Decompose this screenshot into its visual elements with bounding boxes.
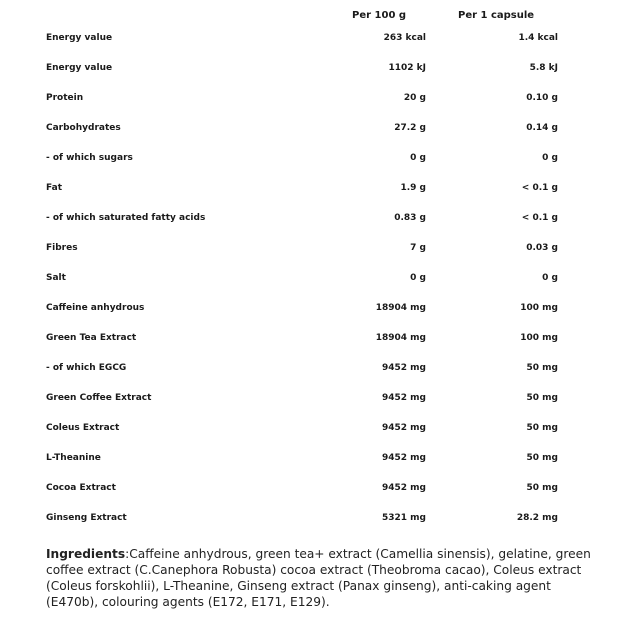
row-value-per-100g: 0 g: [410, 273, 426, 283]
row-value-per-capsule: 0 g: [542, 153, 558, 163]
row-value-per-capsule: 50 mg: [526, 363, 558, 373]
ingredients-section: [46, 546, 606, 610]
row-label: - of which EGCG: [46, 363, 127, 373]
row-value-per-100g: 1.9 g: [400, 183, 426, 193]
row-value-per-100g: 9452 mg: [381, 363, 426, 373]
row-label: Coleus Extract: [46, 423, 120, 433]
row-value-per-100g: 18904 mg: [375, 303, 426, 313]
row-value-per-100g: 0 g: [410, 153, 426, 163]
table-row: [0, 482, 627, 512]
row-label: Protein: [46, 93, 84, 103]
row-value-per-capsule: 50 mg: [526, 393, 558, 403]
header-per-100g: Per 100 g: [352, 10, 407, 21]
ingredients-text: :Caffeine anhydrous, green tea+ extract (Camellia sinensis), gelatine, green coffee extract (C.Canephora Robusta) cocoa extract (Theobroma cacao), Coleus extract (Coleus forskohlii), L-Theanine, Ginseng extract (Panax ginseng), anti-caking agent (E470b), colouring agents (E172, E171, E129).: [46, 547, 591, 609]
row-value-per-capsule: 50 mg: [526, 483, 558, 493]
table-row: [0, 62, 627, 92]
row-value-per-capsule: 5.8 kJ: [529, 63, 558, 73]
table-row: [0, 152, 627, 182]
row-label: Caffeine anhydrous: [46, 303, 145, 313]
table-row: [0, 392, 627, 422]
row-label: - of which saturated fatty acids: [46, 213, 206, 223]
row-label: Fibres: [46, 243, 78, 253]
row-value-per-100g: 27.2 g: [394, 123, 426, 133]
table-row: [0, 512, 627, 542]
row-value-per-capsule: 0.10 g: [526, 93, 558, 103]
row-value-per-capsule: < 0.1 g: [521, 213, 558, 223]
row-value-per-capsule: 100 mg: [520, 303, 558, 313]
row-label: L-Theanine: [46, 453, 101, 463]
row-label: Carbohydrates: [46, 123, 121, 133]
row-value-per-capsule: 50 mg: [526, 453, 558, 463]
table-row: [0, 92, 627, 122]
row-label: Ginseng Extract: [46, 513, 127, 523]
row-label: Cocoa Extract: [46, 483, 116, 493]
row-value-per-100g: 9452 mg: [381, 423, 426, 433]
table-row: [0, 332, 627, 362]
row-value-per-capsule: 50 mg: [526, 423, 558, 433]
row-value-per-100g: 18904 mg: [375, 333, 426, 343]
row-value-per-capsule: 28.2 mg: [516, 513, 558, 523]
row-value-per-capsule: 1.4 kcal: [518, 33, 558, 43]
table-row: [0, 362, 627, 392]
table-row: [0, 272, 627, 302]
table-row: [0, 212, 627, 242]
row-value-per-100g: 263 kcal: [383, 33, 426, 43]
row-value-per-100g: 5321 mg: [381, 513, 426, 523]
row-label: Energy value: [46, 33, 113, 43]
row-value-per-100g: 20 g: [403, 93, 426, 103]
row-label: - of which sugars: [46, 153, 133, 163]
table-row: [0, 422, 627, 452]
row-value-per-capsule: 0.03 g: [526, 243, 558, 253]
row-value-per-100g: 1102 kJ: [388, 63, 426, 73]
row-label: Salt: [46, 273, 66, 283]
row-value-per-100g: 0.83 g: [394, 213, 426, 223]
table-row: [0, 182, 627, 212]
row-label: Fat: [46, 183, 62, 193]
row-label: Energy value: [46, 63, 113, 73]
row-label: Green Coffee Extract: [46, 393, 152, 403]
row-value-per-capsule: 0 g: [542, 273, 558, 283]
table-row: [0, 122, 627, 152]
table-row: [0, 242, 627, 272]
row-value-per-100g: 9452 mg: [381, 483, 426, 493]
row-value-per-100g: 9452 mg: [381, 393, 426, 403]
table-row: [0, 452, 627, 482]
table-row: [0, 32, 627, 62]
row-value-per-capsule: 100 mg: [520, 333, 558, 343]
row-label: Green Tea Extract: [46, 333, 137, 343]
row-value-per-100g: 7 g: [410, 243, 426, 253]
header-per-capsule: Per 1 capsule: [458, 10, 535, 21]
table-row: [0, 302, 627, 332]
ingredients-title: Ingredients: [46, 547, 126, 561]
row-value-per-capsule: < 0.1 g: [521, 183, 558, 193]
row-value-per-capsule: 0.14 g: [526, 123, 558, 133]
row-value-per-100g: 9452 mg: [381, 453, 426, 463]
